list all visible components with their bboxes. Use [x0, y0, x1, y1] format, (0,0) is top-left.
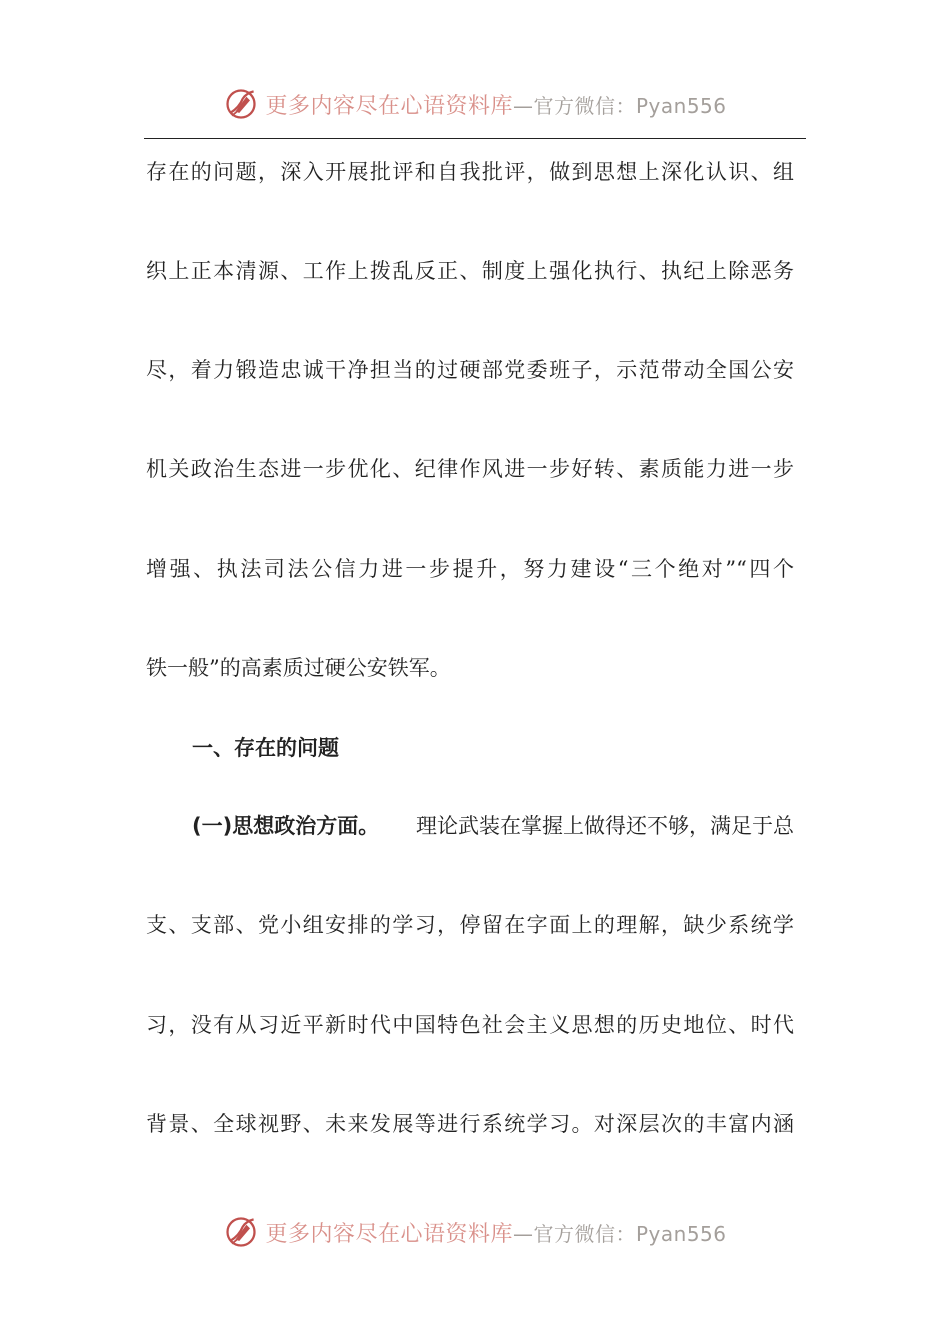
subsection-lead: (一)思想政治方面。 — [192, 814, 380, 838]
subsection-line-2: 支、支部、党小组安排的学习，停留在字面上的理解，缺少系统学 — [146, 913, 794, 937]
banner-sub-text: —官方微信：Pyan556 — [513, 1221, 727, 1246]
banner-text — [265, 89, 726, 120]
body-line-4: 机关政治生态进一步优化、纪律作风进一步好转、素质能力进一步 — [146, 457, 794, 481]
banner-text — [265, 1217, 726, 1248]
body-line-3: 尽，着力锻造忠诚干净担当的过硬部党委班子，示范带动全国公安 — [146, 358, 794, 382]
body-line-1: 存在的问题，深入开展批评和自我批评，做到思想上深化认识、组 — [146, 160, 794, 184]
header-banner — [0, 84, 950, 124]
subsection-line-3: 习，没有从习近平新时代中国特色社会主义思想的历史地位、时代 — [146, 1013, 794, 1037]
subsection-line-4: 背景、全球视野、未来发展等进行系统学习。对深层次的丰富内涵 — [146, 1112, 794, 1136]
banner-sub-text: —官方微信：Pyan556 — [513, 93, 727, 118]
pen-logo-icon — [223, 86, 259, 122]
section-heading: 一、存在的问题 — [192, 736, 339, 760]
body-line-2: 织上正本清源、工作上拨乱反正、制度上强化执行、执纪上除恶务 — [146, 259, 794, 283]
header-divider — [144, 138, 806, 139]
banner-main-text: 更多内容尽在心语资料库 — [265, 93, 513, 119]
subsection-first-text: 理论武装在掌握上做得还不够，满足于总 — [416, 814, 794, 838]
banner-main-text: 更多内容尽在心语资料库 — [265, 1221, 513, 1247]
footer-banner — [0, 1212, 950, 1252]
body-line-5: 增强、执法司法公信力进一步提升，努力建设“三个绝对”“四个 — [146, 557, 794, 581]
pen-logo-icon — [223, 1214, 259, 1250]
body-line-6: 铁一般”的高素质过硬公安铁军。 — [146, 656, 451, 680]
subsection-first-line — [192, 812, 794, 840]
